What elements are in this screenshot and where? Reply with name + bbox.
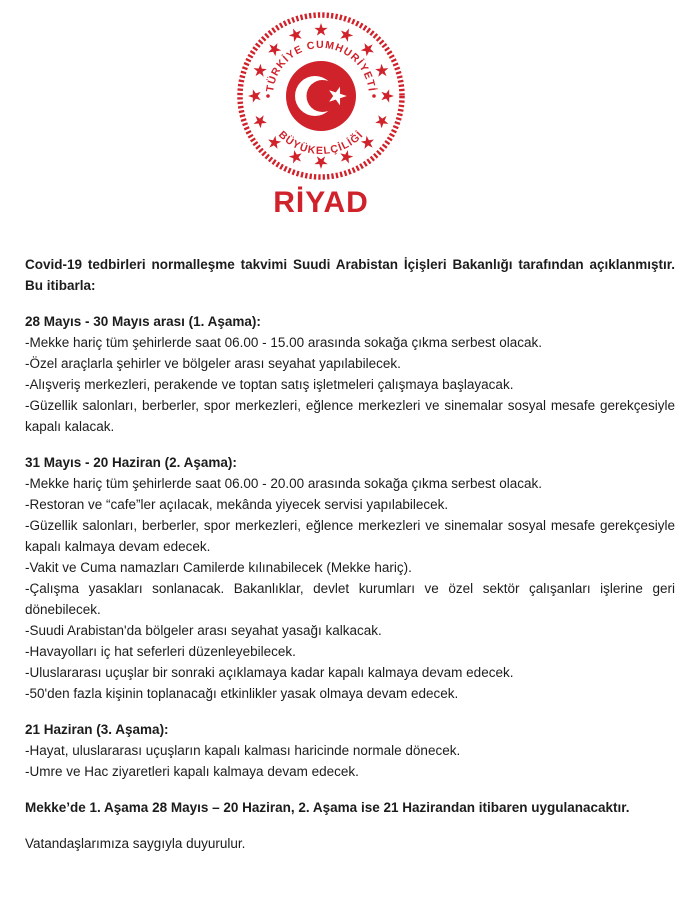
section-heading: 21 Haziran (3. Aşama): [25, 722, 169, 737]
city-title: RİYAD [273, 186, 369, 219]
list-item: -Vakit ve Cuma namazları Camilerde kılınabilecek (Mekke hariç). [25, 560, 412, 575]
emblem-arc-top-text: TÜRKİYE CUMHURİYETİ [264, 38, 378, 93]
list-item: -Mekke hariç tüm şehirlerde saat 06.00 - 15.00 arasında sokağa çıkma serbest olacak. [25, 335, 543, 350]
list-item: -Güzellik salonları, berberler, spor merkezleri, eğlence merkezleri ve sinemalar sosyal mesafe gerekçesiyle kapalı kalmaya devam edecek. [25, 518, 675, 554]
announcement-body [0, 254, 698, 854]
section-stage-1 [25, 311, 675, 437]
closing-line: Vatandaşlarımıza saygıyla duyurulur. [25, 836, 246, 851]
list-item: -50'den fazla kişinin toplanacağı etkinlikler yasak olmaya devam edecek. [25, 686, 459, 701]
list-item: -Suudi Arabistan'da bölgeler arası seyahat yasağı kalkacak. [25, 623, 382, 638]
list-item: -Özel araçlarla şehirler ve bölgeler arası seyahat yapılabilecek. [25, 356, 401, 371]
list-item: -Çalışma yasakları sonlanacak. Bakanlıklar, devlet kurumları ve özel sektör çalışanları işlerine geri dönebilecek. [25, 581, 675, 617]
section-stage-3 [25, 719, 675, 782]
list-item: -Hayat, uluslararası uçuşların kapalı kalması haricinde normale dönecek. [25, 743, 461, 758]
list-item: -Uluslararası uçuşlar bir sonraki açıklamaya kadar kapalı kalmaya devam edecek. [25, 665, 514, 680]
list-item: -Güzellik salonları, berberler, spor merkezleri, eğlence merkezleri ve sinemalar sosyal mesafe gerekçesiyle kapalı kalacak. [25, 398, 675, 434]
list-item: -Alışveriş merkezleri, perakende ve toptan satış işletmeleri çalışmaya başlayacak. [25, 377, 514, 392]
list-item: -Mekke hariç tüm şehirlerde saat 06.00 - 20.00 arasında sokağa çıkma serbest olacak. [25, 476, 543, 491]
section-stage-2 [25, 452, 675, 704]
list-item: -Restoran ve “cafe”ler açılacak, mekânda yiyecek servisi yapılabilecek. [25, 497, 449, 512]
left-dot [266, 94, 270, 98]
embassy-header [0, 0, 670, 220]
turkish-embassy-emblem-icon [235, 10, 407, 182]
right-dot [372, 94, 376, 98]
list-item: -Umre ve Hac ziyaretleri kapalı kalmaya devam edecek. [25, 764, 359, 779]
section-heading: 31 Mayıs - 20 Haziran (2. Aşama): [25, 455, 237, 470]
mekke-schedule-paragraph: Mekke’de 1. Aşama 28 Mayıs – 20 Haziran, 2. Aşama ise 21 Hazirandan itibaren uygulanacaktır. [25, 800, 630, 815]
section-heading: 28 Mayıs - 30 Mayıs arası (1. Aşama): [25, 314, 261, 329]
crescent-star-icon [286, 61, 356, 131]
emblem-arc-bottom-text: BÜYÜKELÇİLİĞİ [276, 128, 366, 158]
list-item: -Havayolları iç hat seferleri düzenleyebilecek. [25, 644, 296, 659]
intro-paragraph: Covid-19 tedbirleri normalleşme takvimi Suudi Arabistan İçişleri Bakanlığı tarafından açıklanmıştır. Bu itibarla: [25, 257, 675, 293]
